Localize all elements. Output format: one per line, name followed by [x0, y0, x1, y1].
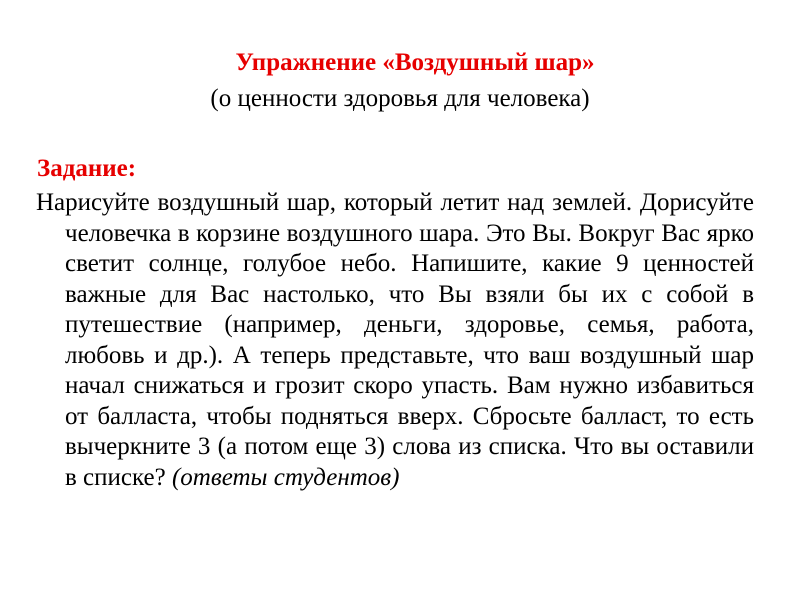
task-label: Задание:	[37, 155, 137, 182]
slide-subtitle: (о ценности здоровья для человека)	[210, 85, 590, 112]
task-answers: (ответы студентов)	[171, 463, 400, 491]
slide-title: Упражнение «Воздушный шар»	[235, 49, 595, 76]
task-text: Нарисуйте воздушный шар, который летит над землей. Дорисуйте человечка в корзине воздушного шара. Это Вы. Вокруг Вас ярко светит солнце, голубое небо. Напишите, какие 9 ценностей важные для Вас настолько, что Вы взяли бы их с собой в путешествие (например, деньги, здоровье, семья, работа, любовь и др.). А теперь представьте, что ваш воздушный шар начал снижаться и грозит скоро упасть. Вам нужно избавиться от балласта, чтобы подняться вверх. Сбросьте балласт, то есть вычеркните 3 (а потом еще 3) слова из списка. Что вы оставили в списке?	[36, 189, 754, 491]
task-body	[36, 188, 754, 493]
